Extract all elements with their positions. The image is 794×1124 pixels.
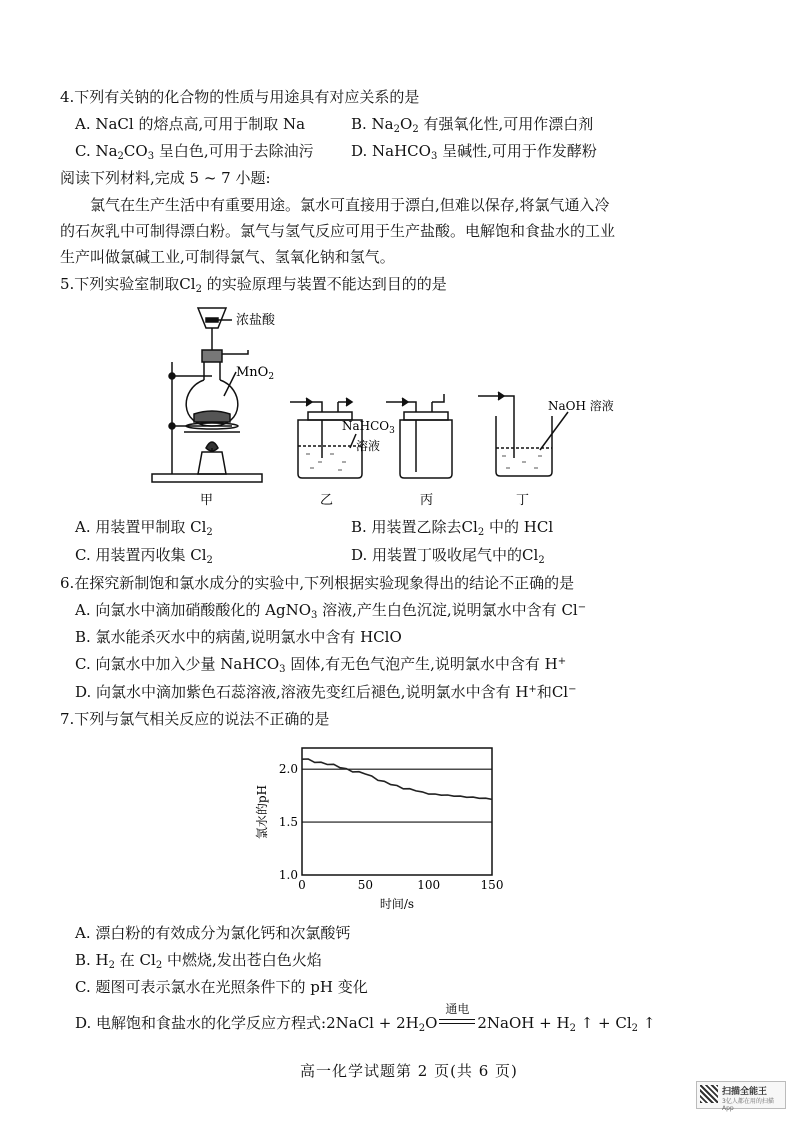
caption-bing: 丙 [420,493,434,508]
label-nahco3: NaHCO$_3$ [342,419,395,436]
q5-option-d: D. 用装置丁吸收尾气中的$Cl_2$ [351,546,545,566]
reading-line-2: 的石灰乳中可制得漂白粉。氯气与氢气反应可用于生产盐酸。电解饱和食盐水的工业 [60,222,616,240]
caption-yi: 乙 [320,493,334,508]
y-tick-label: 2.0 [278,762,298,777]
qr-code-icon [700,1085,718,1103]
y-tick-label: 1.5 [278,815,298,830]
label-solution: 溶液 [356,439,381,453]
apparatus-jia [152,308,262,482]
q6-option-a: A. 向氯水中滴加硝酸酸化的 AgNO$_3$ 溶液,产生白色沉淀,说明氯水中含有 Cl− [75,601,587,621]
label-concentrated-hcl: 浓盐酸 [236,313,276,328]
q6-option-b: B. 氯水能杀灭水中的病菌,说明氯水中含有 HClO [75,628,402,646]
x-tick-label: 0 [298,878,306,892]
q5-option-a: A. 用装置甲制取 $Cl_2$ [75,518,213,538]
q5-option-b: B. 用装置乙除去$Cl_2$ 中的 HCl [351,518,554,538]
q6-stem: 6.在探究新制饱和氯水成分的实验中,下列根据实验现象得出的结论不正确的是 [60,574,575,592]
stamp-brand: 扫描全能王 [722,1087,768,1097]
q7-option-c: C. 题图可表示氯水在光照条件下的 pH 变化 [75,978,368,996]
ph-chart [252,738,522,914]
caption-ding: 丁 [516,493,530,508]
x-tick-label: 100 [417,878,441,892]
q5-stem: 5.下列实验室制取$Cl_2$ 的实验原理与装置不能达到目的的是 [60,275,447,295]
q4-option-a: A. NaCl 的熔点高,可用于制取 Na [75,115,306,133]
q4-option-c: C. $Na_2CO_3$ 呈白色,可用于去除油污 [75,142,314,162]
q4-option-d: D. NaHCO$_3$ 呈碱性,可用于作发酵粉 [351,142,597,162]
reaction-condition: 通电 [437,1014,477,1032]
q7-option-d: D. 电解饱和食盐水的化学反应方程式:2NaCl + $2H_2O$ 通电 2NaOH + $H_2$ ↑ + $Cl_2$ ↑ [75,1002,656,1034]
y-tick-label: 1.0 [278,868,298,882]
scanner-stamp [696,1081,786,1112]
q7-option-a: A. 漂白粉的有效成分为氯化钙和次氯酸钙 [75,924,351,942]
q5-option-c: C. 用装置丙收集 $Cl_2$ [75,546,213,566]
caption-jia: 甲 [200,493,214,508]
q6-option-c: C. 向氯水中加入少量 NaHCO$_3$ 固体,有无色气泡产生,说明氯水中含有 H+ [75,655,567,675]
q7-option-b: B. $H_2$ 在 $Cl_2$ 中燃烧,发出苍白色火焰 [75,951,322,971]
x-tick-label: 50 [357,878,373,892]
ph-curve [302,759,492,799]
plot-frame [302,748,492,875]
label-mno2: MnO$_2$ [236,365,275,382]
apparatus-yi [290,398,362,478]
stamp-sub: 3亿人都在用的扫描App [722,1098,774,1112]
reading-intro: 阅读下列材料,完成 5 ~ 7 小题: [60,169,271,187]
y-axis-label: 氯水的pH [255,784,269,840]
q4-stem: 4.下列有关钠的化合物的性质与用途具有对应关系的是 [60,88,420,106]
q7-stem: 7.下列与氯气相关反应的说法不正确的是 [60,710,330,728]
reading-line-3: 生产叫做氯碱工业,可制得氯气、氢氧化钠和氢气。 [60,248,395,266]
page-footer: 高一化学试题第 2 页(共 6 页) [300,1062,518,1080]
apparatus-bing [386,394,452,478]
x-tick-label: 150 [480,878,504,892]
q4-option-b: B. $Na_2O_2$ 有强氧化性,可用作漂白剂 [351,115,594,135]
reading-line-1: 氯气在生产生活中有重要用途。氯水可直接用于漂白,但难以保存,将氯气通入冷 [90,196,610,214]
q6-option-d: D. 向氯水中滴加紫色石蕊溶液,溶液先变红后褪色,说明氯水中含有 H+和Cl− [75,683,577,701]
apparatus-figure [140,298,620,510]
label-naoh-solution: NaOH 溶液 [548,399,614,413]
x-axis-label: 时间/s [379,897,415,911]
